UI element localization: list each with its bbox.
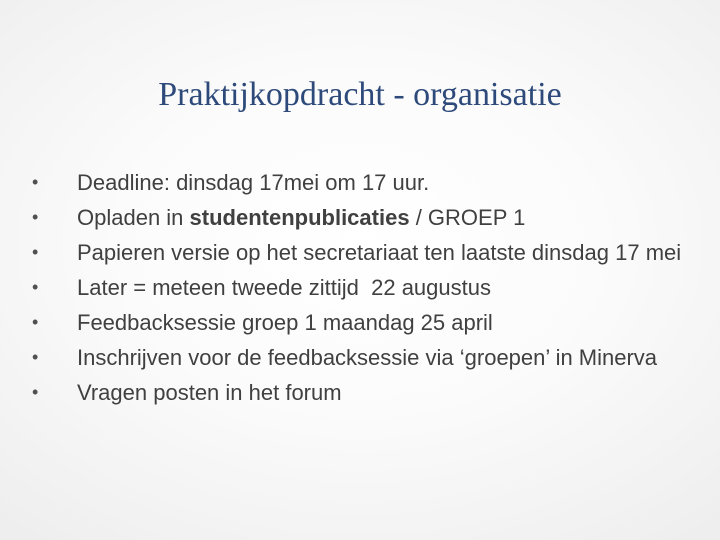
bullet-text	[77, 205, 525, 230]
bullet-item-questions	[32, 375, 692, 410]
bullet-text: Feedbacksessie groep 1 maandag 25 april	[77, 310, 493, 335]
bullet-item-paper-version	[32, 235, 692, 270]
bullet-icon: •	[32, 207, 39, 227]
bullet-text-emphasis: studentenpublicaties	[189, 205, 410, 230]
slide-title: Praktijkopdracht - organisatie	[158, 76, 562, 113]
bullet-text: Vragen posten in het forum	[77, 380, 342, 405]
bullet-text-part: Opladen in	[77, 205, 190, 230]
bullet-text: Papieren versie op het secretariaat ten laatste dinsdag 17 mei	[77, 240, 682, 265]
bullet-item-deadline	[32, 165, 692, 200]
bullet-icon: •	[32, 242, 39, 262]
bullet-text: Later = meteen tweede zittijd 22 augustus	[77, 275, 491, 300]
bullet-icon: •	[32, 347, 39, 367]
bullet-icon: •	[32, 312, 39, 332]
bullet-item-feedback-session	[32, 305, 692, 340]
bullet-icon: •	[32, 172, 39, 192]
bullet-item-registration	[32, 340, 692, 375]
bullet-icon: •	[32, 382, 39, 402]
bullet-list	[32, 165, 692, 410]
bullet-text-part: / GROEP 1	[409, 205, 526, 230]
bullet-item-later	[32, 270, 692, 305]
bullet-icon: •	[32, 277, 39, 297]
bullet-text: Inschrijven voor de feedbacksessie via ‘groepen’ in Minerva	[77, 345, 658, 370]
bullet-item-upload	[32, 200, 692, 235]
bullet-text: Deadline: dinsdag 17mei om 17 uur.	[77, 170, 430, 195]
